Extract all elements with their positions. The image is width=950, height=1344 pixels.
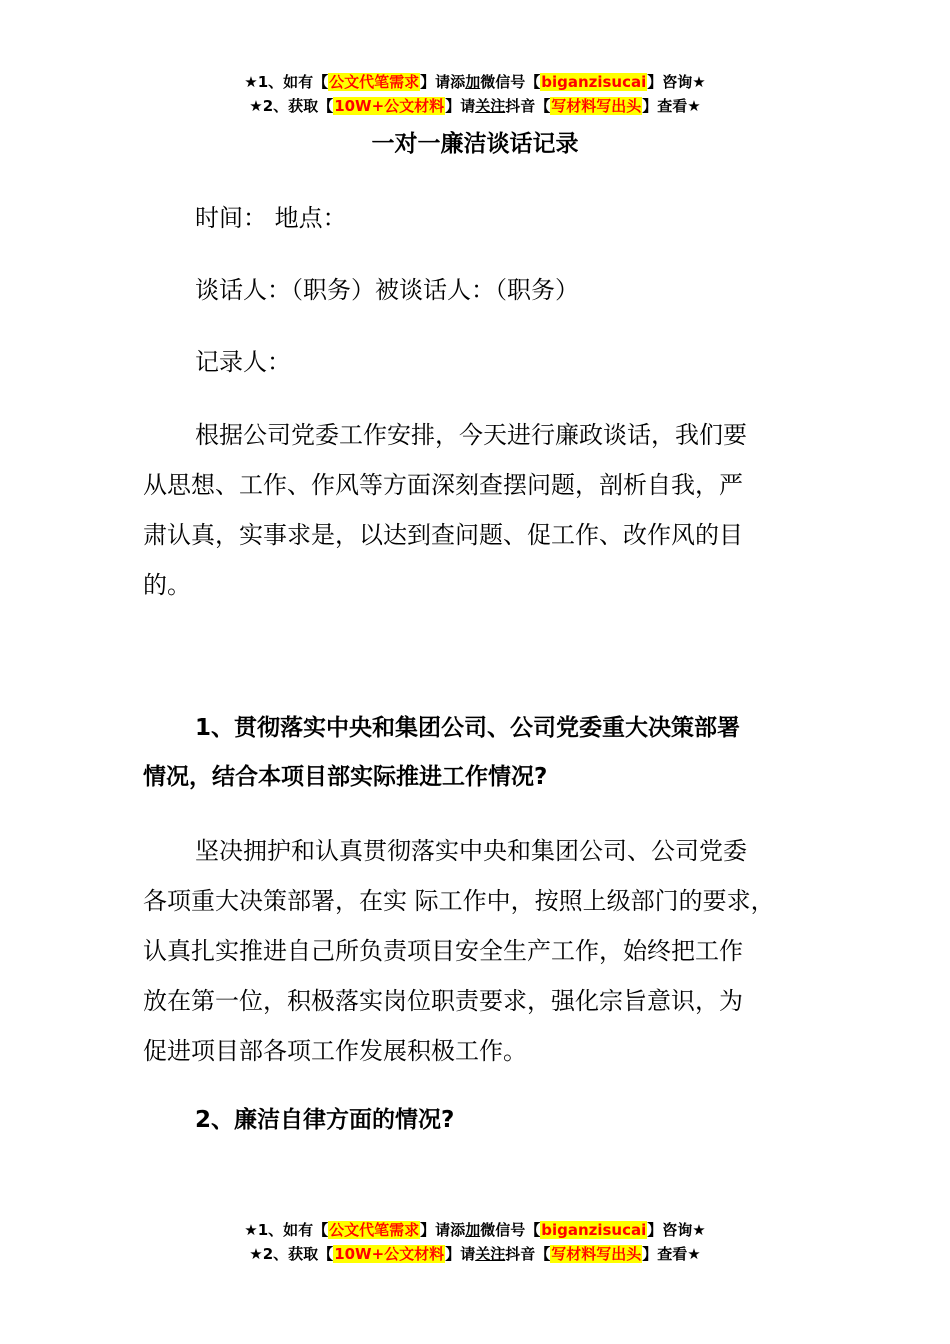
question-2-line: 2、廉洁自律方面的情况? [195,1107,455,1133]
banner-line-2-prefix: ★2、获取【 [249,97,334,115]
banner-line-1-prefix: ★1、如有【 [244,1221,329,1239]
question-1-line: 1、贯彻落实中央和集团公司、公司党委重大决策部署 [195,715,741,741]
banner-line-2-mid: 】请 [445,97,476,115]
banner-line-1-mid: 】请添 [420,1221,466,1239]
intro-line: 根据公司党委工作安排，今天进行廉政谈话，我们要 [195,421,747,449]
time-place-line: 时间： 地点： [195,204,347,232]
banner-underline-follow: 关注 [475,1245,506,1263]
banner-line-2 [0,94,950,118]
banner-highlight-materials: 10W+公文材料 [334,1245,445,1263]
top-banner [0,70,950,118]
banner-line-1 [0,70,950,94]
intro-paragraph [143,410,823,610]
banner-highlight-wechat-id: biganzisucai [541,73,647,91]
banner-highlight-materials: 10W+公文材料 [334,97,445,115]
banner-highlight-douyin-account: 写材料写出头 [551,1245,642,1263]
banner-line-2 [0,1242,950,1266]
banner-highlight-douyin-account: 写材料写出头 [551,97,642,115]
banner-line-1 [0,1218,950,1242]
answer-1-line: 认真扎实推进自己所负责项目安全生产工作，始终把工作 [143,937,743,965]
banner-line-1-mid2: 微信号【 [480,1221,541,1239]
answer-1-line: 促进项目部各项工作发展积极工作。 [143,1037,527,1065]
banner-line-1-prefix: ★1、如有【 [244,73,329,91]
intro-line: 的。 [143,571,191,599]
banner-line-1-suffix: 】咨询★ [647,1221,706,1239]
answer-1-line: 放在第一位，积极落实岗位职责要求，强化宗旨意识，为 [143,987,743,1015]
bottom-banner [0,1218,950,1266]
banner-underline-follow: 关注 [475,97,506,115]
banner-line-2-suffix: 】查看★ [642,97,701,115]
question-2-heading [143,1096,823,1145]
banner-highlight-writing-service: 公文代笔需求 [329,1221,420,1239]
banner-underline-add: 加 [465,1221,481,1239]
banner-line-1-mid: 】请添 [420,73,466,91]
banner-highlight-wechat-id: biganzisucai [541,1221,647,1239]
answer-1-line: 坚决拥护和认真贯彻落实中央和集团公司、公司党委 [195,837,747,865]
answer-1-line: 各项重大决策部署，在实 际工作中，按照上级部门的要求， [143,887,775,915]
banner-line-2-prefix: ★2、获取【 [249,1245,334,1263]
banner-line-2-mid2: 抖音【 [505,97,551,115]
banner-line-1-suffix: 】咨询★ [647,73,706,91]
banner-line-2-mid: 】请 [445,1245,476,1263]
intro-line: 肃认真，实事求是，以达到查问题、促工作、改作风的目 [143,521,743,549]
question-1-line: 情况，结合本项目部实际推进工作情况? [143,764,548,790]
answer-1-paragraph [143,826,823,1076]
document-title: 一对一廉洁谈话记录 [371,131,579,157]
banner-line-2-mid2: 抖音【 [505,1245,551,1263]
banner-underline-add: 加 [465,73,481,91]
recorder-line: 记录人： [195,348,291,376]
banner-highlight-writing-service: 公文代笔需求 [329,73,420,91]
participants-line: 谈话人：（职务）被谈话人：（职务） [195,276,579,304]
banner-line-2-suffix: 】查看★ [642,1245,701,1263]
question-1-heading [143,704,823,802]
intro-line: 从思想、工作、作风等方面深刻查摆问题，剖析自我，严 [143,471,743,499]
banner-line-1-mid2: 微信号【 [480,73,541,91]
